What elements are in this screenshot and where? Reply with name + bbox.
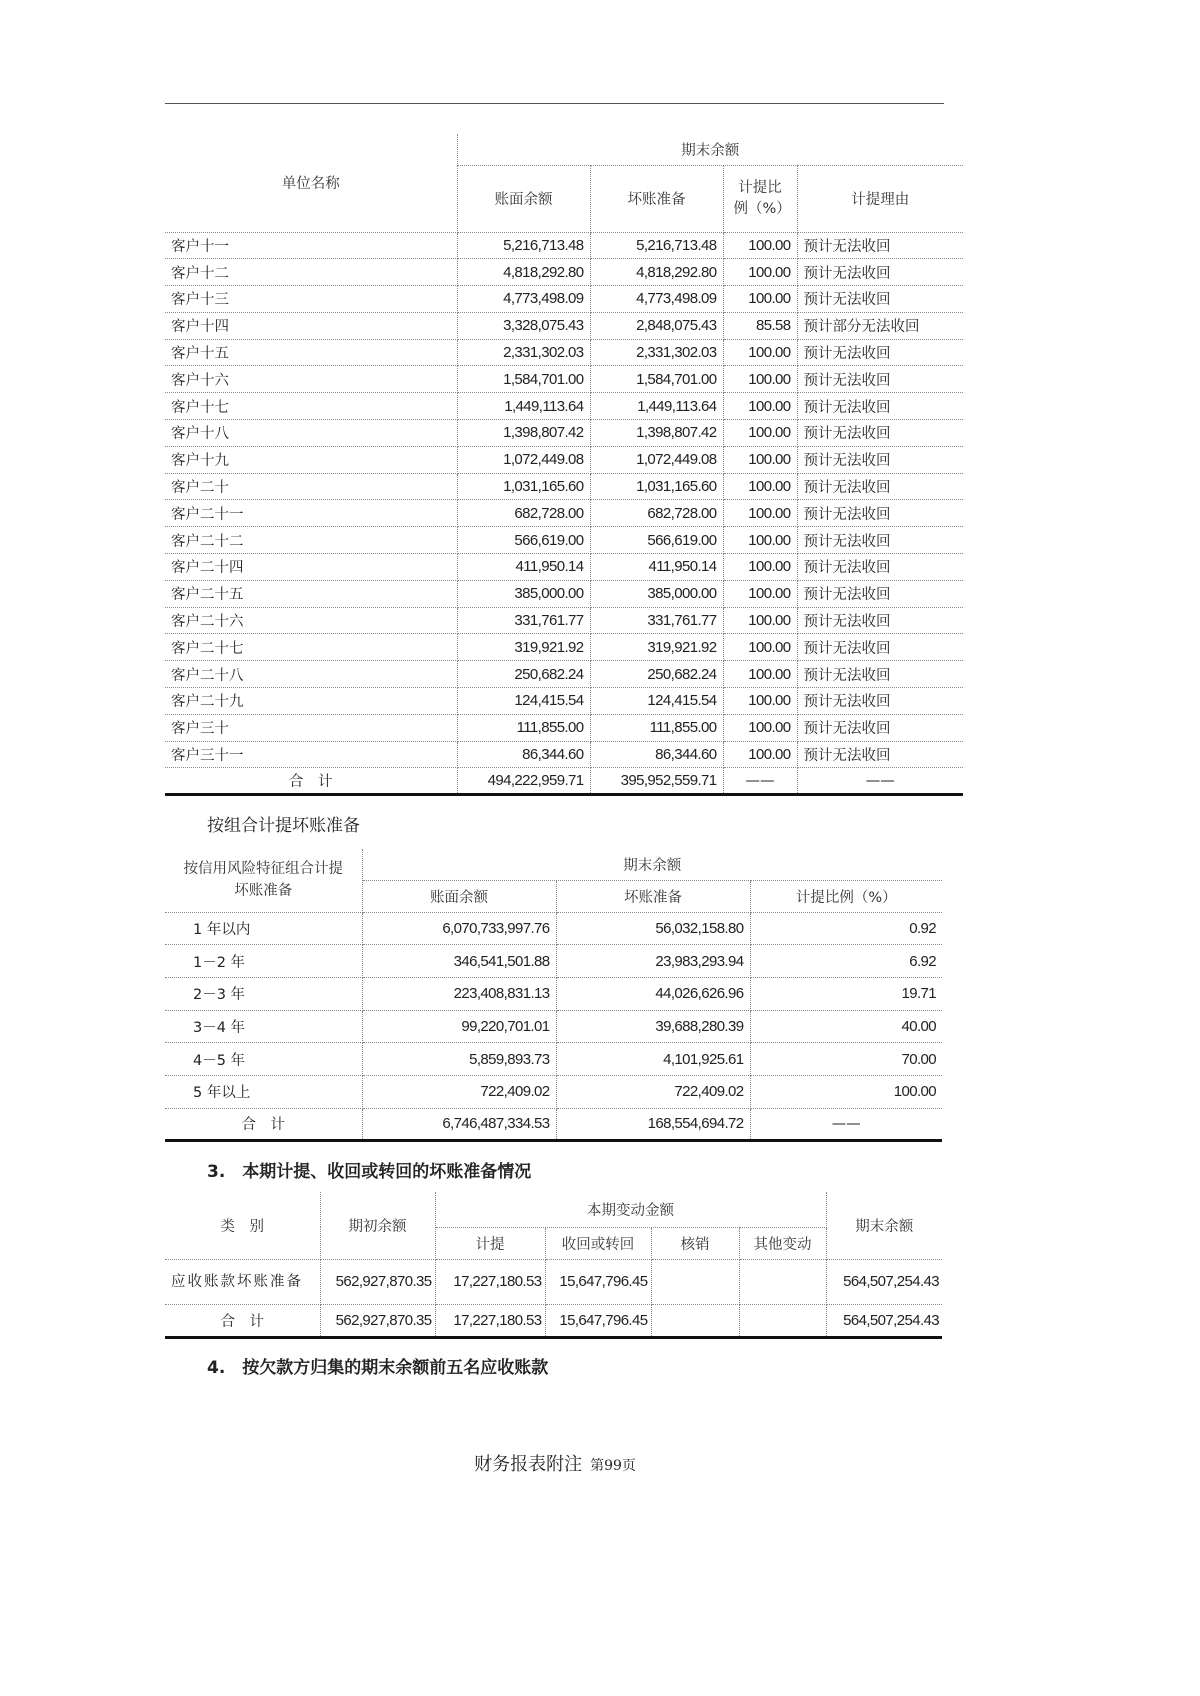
cell: 客户二十七 [165, 634, 457, 661]
cell: 15,647,796.45 [545, 1259, 651, 1304]
cell: 100.00 [723, 741, 797, 768]
cell: 5,859,893.73 [362, 1043, 556, 1076]
cell: 566,619.00 [457, 527, 590, 554]
cell: 4,818,292.80 [457, 259, 590, 286]
cell: 预计无法收回 [797, 446, 963, 473]
cell: 预计无法收回 [797, 473, 963, 500]
cell: 预计无法收回 [797, 688, 963, 715]
cell: 168,554,694.72 [556, 1108, 750, 1141]
header-provision: 计提 [435, 1227, 545, 1259]
table-row [165, 312, 963, 339]
header-group: 期末余额 [457, 134, 963, 165]
total-row [165, 1108, 942, 1141]
cell: 44,026,626.96 [556, 977, 750, 1010]
cell: 客户十一 [165, 232, 457, 259]
cell: 0.92 [750, 912, 942, 945]
header-allowance: 坏账准备 [590, 165, 723, 232]
cell: 1,072,449.08 [590, 446, 723, 473]
heading-4: 4. 按欠款方归集的期末余额前五名应收账款 [207, 1358, 549, 1378]
cell: 预计无法收回 [797, 420, 963, 447]
header-rule [165, 103, 944, 104]
table-row [165, 527, 963, 554]
header-closing: 期末余额 [826, 1192, 942, 1259]
cell: 15,647,796.45 [545, 1304, 651, 1337]
table-row [165, 977, 942, 1010]
table-row [165, 607, 963, 634]
cell: 722,409.02 [556, 1075, 750, 1108]
table-row [165, 286, 963, 313]
section-caption: 按组合计提坏账准备 [207, 816, 360, 836]
table-row [165, 473, 963, 500]
cell: 722,409.02 [362, 1075, 556, 1108]
cell: 4,101,925.61 [556, 1043, 750, 1076]
cell: 预计无法收回 [797, 714, 963, 741]
cell: 100.00 [723, 661, 797, 688]
cell: 预计无法收回 [797, 500, 963, 527]
header-recovery: 收回或转回 [545, 1227, 651, 1259]
cell: 预计无法收回 [797, 393, 963, 420]
cell: 100.00 [723, 339, 797, 366]
cell: 预计无法收回 [797, 286, 963, 313]
cell: 85.58 [723, 312, 797, 339]
cell: 客户十四 [165, 312, 457, 339]
cell: 客户二十八 [165, 661, 457, 688]
cell: 客户二十一 [165, 500, 457, 527]
cell: 预计无法收回 [797, 232, 963, 259]
cell: 4,773,498.09 [457, 286, 590, 313]
cell: 1,398,807.42 [457, 420, 590, 447]
table-row [165, 912, 942, 945]
cell: 250,682.24 [457, 661, 590, 688]
cell: 客户十九 [165, 446, 457, 473]
cell: 562,927,870.35 [320, 1304, 435, 1337]
cell: 1,398,807.42 [590, 420, 723, 447]
cell: 100.00 [723, 420, 797, 447]
total-row [165, 768, 963, 795]
table-row [165, 259, 963, 286]
cell: 100.00 [723, 714, 797, 741]
header-other: 其他变动 [739, 1227, 826, 1259]
table-row [165, 339, 963, 366]
cell: 17,227,180.53 [435, 1259, 545, 1304]
cell: 6,070,733,997.76 [362, 912, 556, 945]
footer-title: 财务报表附注 [474, 1454, 583, 1475]
cell: 2－3 年 [165, 977, 362, 1010]
cell: 562,927,870.35 [320, 1259, 435, 1304]
cell: 4－5 年 [165, 1043, 362, 1076]
cell: 预计无法收回 [797, 366, 963, 393]
header-allowance: 坏账准备 [556, 880, 750, 912]
cell: 223,408,831.13 [362, 977, 556, 1010]
cell: 494,222,959.71 [457, 768, 590, 795]
page-footer [0, 1450, 1110, 1476]
cell: 56,032,158.80 [556, 912, 750, 945]
cell: —— [750, 1108, 942, 1141]
cell: 6.92 [750, 945, 942, 978]
cell: 411,950.14 [457, 554, 590, 581]
cell: 预计部分无法收回 [797, 312, 963, 339]
cell: 1,031,165.60 [590, 473, 723, 500]
cell: 346,541,501.88 [362, 945, 556, 978]
cell: 100.00 [723, 446, 797, 473]
cell: 预计无法收回 [797, 661, 963, 688]
cell: 682,728.00 [590, 500, 723, 527]
heading-3: 3. 本期计提、收回或转回的坏账准备情况 [207, 1162, 532, 1182]
cell: 5 年以上 [165, 1075, 362, 1108]
cell: 5,216,713.48 [457, 232, 590, 259]
cell: 预计无法收回 [797, 527, 963, 554]
cell: 1,072,449.08 [457, 446, 590, 473]
cell: 100.00 [723, 688, 797, 715]
cell: 客户二十四 [165, 554, 457, 581]
cell: 预计无法收回 [797, 339, 963, 366]
cell: 1,584,701.00 [457, 366, 590, 393]
page-number: 第99页 [590, 1458, 636, 1474]
cell: 应收账款坏账准备 [165, 1259, 320, 1304]
header-group: 期末余额 [362, 849, 942, 880]
cell: 39,688,280.39 [556, 1010, 750, 1043]
header-name: 按信用风险特征组合计提坏账准备 [165, 849, 362, 912]
cell: 100.00 [723, 527, 797, 554]
cell: 411,950.14 [590, 554, 723, 581]
cell: 100.00 [750, 1075, 942, 1108]
cell: 预计无法收回 [797, 580, 963, 607]
cell: 86,344.60 [590, 741, 723, 768]
cell: —— [797, 768, 963, 795]
cell: 1,031,165.60 [457, 473, 590, 500]
cell: 2,331,302.03 [457, 339, 590, 366]
cell: 124,415.54 [590, 688, 723, 715]
cell: 1－2 年 [165, 945, 362, 978]
cell: 99,220,701.01 [362, 1010, 556, 1043]
cell: 3－4 年 [165, 1010, 362, 1043]
cell [739, 1259, 826, 1304]
table-row [165, 1075, 942, 1108]
header-opening: 期初余额 [320, 1192, 435, 1259]
table-row [165, 500, 963, 527]
cell: 合 计 [165, 1108, 362, 1141]
cell: 客户二十五 [165, 580, 457, 607]
cell: 2,331,302.03 [590, 339, 723, 366]
cell: 385,000.00 [457, 580, 590, 607]
cell: 1,584,701.00 [590, 366, 723, 393]
table-row [165, 420, 963, 447]
cell: 4,773,498.09 [590, 286, 723, 313]
cell [739, 1304, 826, 1337]
header-writeoff: 核销 [651, 1227, 739, 1259]
header-change: 本期变动金额 [435, 1192, 826, 1227]
cell: 100.00 [723, 580, 797, 607]
table-row [165, 366, 963, 393]
cell: 331,761.77 [457, 607, 590, 634]
cell: 124,415.54 [457, 688, 590, 715]
table-row [165, 1259, 942, 1304]
header-name: 单位名称 [165, 134, 457, 232]
cell: 1,449,113.64 [590, 393, 723, 420]
cell: 40.00 [750, 1010, 942, 1043]
table-row [165, 393, 963, 420]
cell: 17,227,180.53 [435, 1304, 545, 1337]
cell: 客户二十六 [165, 607, 457, 634]
table-row [165, 554, 963, 581]
cell: 客户十六 [165, 366, 457, 393]
cell: 100.00 [723, 500, 797, 527]
total-row [165, 1304, 942, 1337]
table-row [165, 661, 963, 688]
cell: 客户二十二 [165, 527, 457, 554]
cell: 100.00 [723, 393, 797, 420]
header-book: 账面余额 [362, 880, 556, 912]
cell [651, 1304, 739, 1337]
single-provision-table [165, 134, 963, 796]
cell: 客户二十九 [165, 688, 457, 715]
cell: 100.00 [723, 232, 797, 259]
cell: 100.00 [723, 286, 797, 313]
cell: 395,952,559.71 [590, 768, 723, 795]
table-row [165, 1010, 942, 1043]
cell: —— [723, 768, 797, 795]
cell: 682,728.00 [457, 500, 590, 527]
cell [651, 1259, 739, 1304]
cell: 331,761.77 [590, 607, 723, 634]
allowance-change-table [165, 1192, 942, 1339]
cell: 合 计 [165, 1304, 320, 1337]
cell: 预计无法收回 [797, 554, 963, 581]
header-book: 账面余额 [457, 165, 590, 232]
cell: 100.00 [723, 473, 797, 500]
cell: 385,000.00 [590, 580, 723, 607]
table-row [165, 1043, 942, 1076]
cell: 100.00 [723, 554, 797, 581]
cell: 319,921.92 [590, 634, 723, 661]
table-row [165, 945, 942, 978]
cell: 预计无法收回 [797, 741, 963, 768]
table-row [165, 688, 963, 715]
cell: 100.00 [723, 607, 797, 634]
cell: 100.00 [723, 259, 797, 286]
header-reason: 计提理由 [797, 165, 963, 232]
cell: 1 年以内 [165, 912, 362, 945]
cell: 250,682.24 [590, 661, 723, 688]
cell: 111,855.00 [590, 714, 723, 741]
cell: 2,848,075.43 [590, 312, 723, 339]
cell: 564,507,254.43 [826, 1304, 942, 1337]
cell: 4,818,292.80 [590, 259, 723, 286]
cell: 预计无法收回 [797, 259, 963, 286]
cell: 客户二十 [165, 473, 457, 500]
table-row [165, 714, 963, 741]
table-row [165, 446, 963, 473]
cell: 预计无法收回 [797, 607, 963, 634]
cell: 319,921.92 [457, 634, 590, 661]
header-ratio: 计提比例（%） [723, 165, 797, 232]
cell: 客户十三 [165, 286, 457, 313]
header-ratio: 计提比例（%） [750, 880, 942, 912]
cell: 客户十七 [165, 393, 457, 420]
cell: 3,328,075.43 [457, 312, 590, 339]
table-row [165, 634, 963, 661]
cell: 6,746,487,334.53 [362, 1108, 556, 1141]
table-row [165, 580, 963, 607]
cell: 564,507,254.43 [826, 1259, 942, 1304]
portfolio-provision-table [165, 849, 942, 1142]
cell: 客户十八 [165, 420, 457, 447]
cell: 111,855.00 [457, 714, 590, 741]
cell: 23,983,293.94 [556, 945, 750, 978]
cell: 19.71 [750, 977, 942, 1010]
cell: 70.00 [750, 1043, 942, 1076]
cell: 86,344.60 [457, 741, 590, 768]
cell: 客户三十一 [165, 741, 457, 768]
table-row [165, 232, 963, 259]
cell: 566,619.00 [590, 527, 723, 554]
header-category: 类 别 [165, 1192, 320, 1259]
table-row [165, 741, 963, 768]
cell: 1,449,113.64 [457, 393, 590, 420]
cell: 客户三十 [165, 714, 457, 741]
cell: 合 计 [165, 768, 457, 795]
cell: 预计无法收回 [797, 634, 963, 661]
cell: 5,216,713.48 [590, 232, 723, 259]
cell: 客户十二 [165, 259, 457, 286]
cell: 100.00 [723, 634, 797, 661]
cell: 100.00 [723, 366, 797, 393]
cell: 客户十五 [165, 339, 457, 366]
